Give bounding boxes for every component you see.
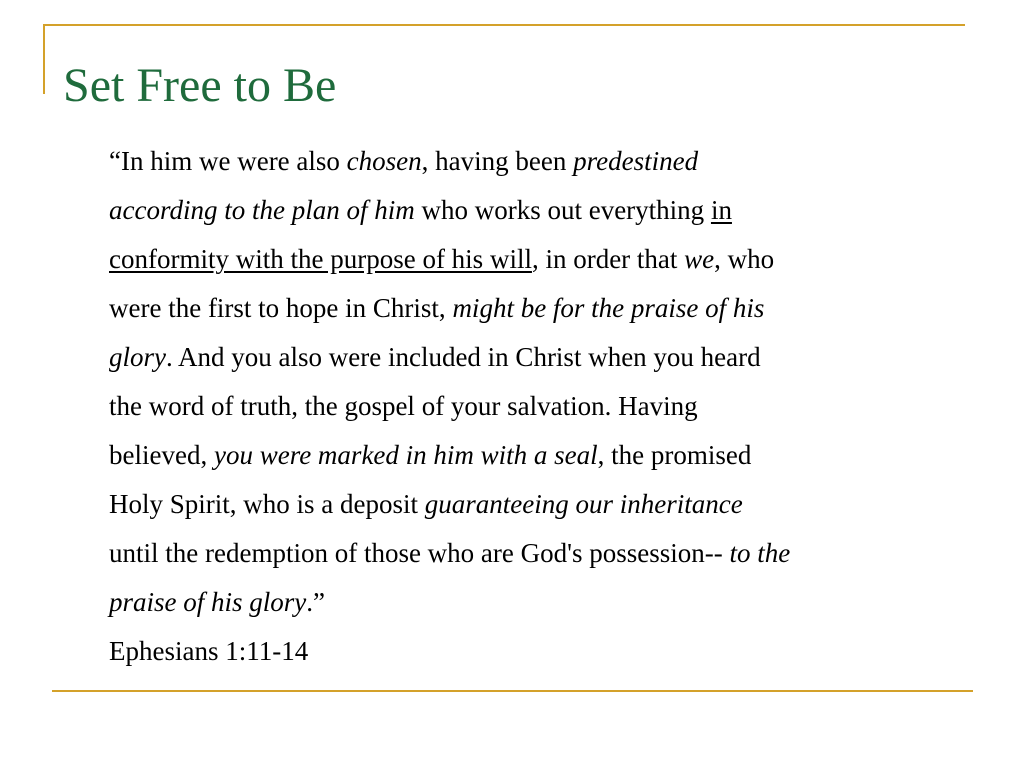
italic-phrase: we [684,244,715,274]
italic-phrase: praise of his glory [109,587,307,617]
text-run: were the first to hope in Christ, [109,293,453,323]
quote-line [109,235,979,284]
quote-line [109,137,979,186]
text-run: “In him we were also [109,146,347,176]
text-run: , having been [421,146,574,176]
italic-phrase: to the [729,538,791,568]
quote-line [109,578,979,627]
italic-phrase: predestined [573,146,699,176]
text-run: until the redemption of those who are God's possession-- [109,538,730,568]
text-run: the word of truth, the gospel of your salvation. Having [109,391,698,421]
quote-line [109,480,979,529]
italic-phrase: chosen [346,146,422,176]
quote-line [109,284,979,333]
italic-phrase: you were marked in him with a seal [213,440,598,470]
bottom-accent-rule [52,690,973,692]
italic-phrase: guaranteeing our inheritance [424,489,743,519]
scripture-citation: Ephesians 1:11-14 [109,636,309,666]
text-run: , in order that [531,244,685,274]
italic-phrase: might be for the praise of his [452,293,765,323]
top-accent-rule [43,24,965,26]
italic-phrase: glory [109,342,166,372]
text-run: Holy Spirit, who is a deposit [109,489,425,519]
text-run: believed, [109,440,214,470]
quote-line [109,431,979,480]
text-run: . And you also were included in Christ when you heard [166,342,761,372]
quote-line [109,382,979,431]
text-run: , the promised [597,440,752,470]
quote-line [109,333,979,382]
text-run: .” [306,587,325,617]
left-accent-rule [43,24,45,94]
underlined-phrase: in [710,195,732,225]
scripture-quote [109,137,979,676]
quote-line [109,186,979,235]
quote-line [109,529,979,578]
underlined-phrase: conformity with the purpose of his will [109,244,532,274]
italic-phrase: according to the plan of him [109,195,415,225]
text-run: , who [714,244,775,274]
quote-text [109,137,979,627]
text-run: who works out everything [414,195,711,225]
slide-title: Set Free to Be [63,59,337,112]
